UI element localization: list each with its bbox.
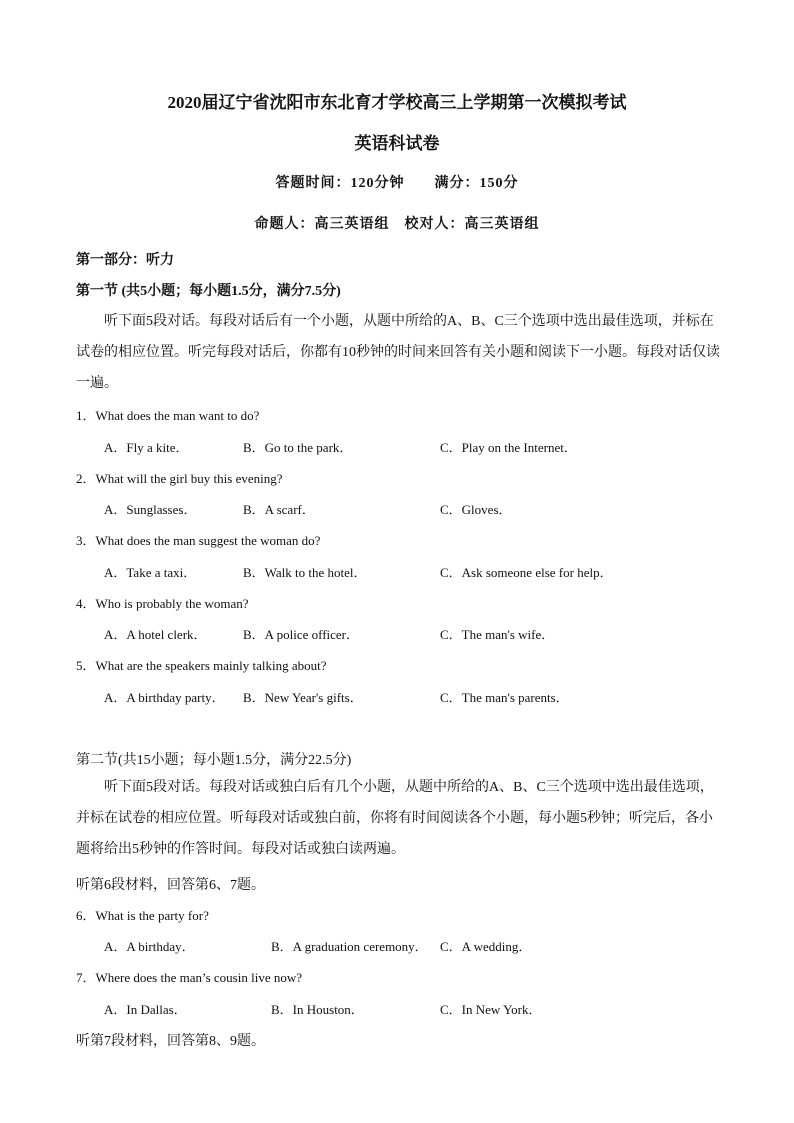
q1-option-c: C．Play on the Internet． [440,440,577,455]
q3-option-c: C．Ask someone else for help． [440,565,613,580]
q6-option-a: A．A birthday． [104,939,195,954]
q1-option-a: A．Fly a kite． [104,440,189,455]
question-5: 5．What are the speakers mainly talking about? [76,658,327,673]
q7-option-c: C．In New York． [440,1002,542,1017]
question-3: 3．What does the man suggest the woman do? [76,533,321,548]
material-6-heading: 听第6段材料，回答第6、7题。 [76,878,265,893]
q2-option-c: C．Gloves． [440,502,512,517]
section2-instructions: 听下面5段对话。每段对话或独白后有几个小题，从题中所给的A、B、C三个选项中选出最佳选项，并标在试卷的相应位置。听每段对话或独白前，你将有时间阅读各个小题，每小题5秒钟；听完后，各小题将给出5秒钟的作答时间。每段对话或独白读两遍。 [76,780,714,857]
q3-option-b: B．Walk to the hotel． [243,565,367,580]
section2-heading: 第二节(共15小题；每小题1.5分，满分22.5分) [76,753,352,768]
q2-option-b: B．A scarf． [243,502,315,517]
q5-option-a: A．A birthday party． [104,690,225,705]
material-7-heading: 听第7段材料，回答第8、9题。 [76,1034,265,1049]
q6-option-c: C．A wedding． [440,939,532,954]
q4-option-c: C．The man's wife． [440,627,555,642]
exam-title: 2020届辽宁省沈阳市东北育才学校高三上学期第一次模拟考试 [167,93,627,112]
question-7: 7．Where does the man’s cousin live now? [76,970,302,985]
q2-option-a: A．Sunglasses． [104,502,197,517]
q7-option-b: B．In Houston． [271,1002,364,1017]
section1-instructions: 听下面5段对话。每段对话后有一个小题，从题中所给的A、B、C三个选项中选出最佳选项，并标在试卷的相应位置。听完每段对话后，你都有10秒钟的时间来回答有关小题和阅读下一小题。每段对话仅读一遍。 [76,314,720,391]
q4-option-b: B．A police officer． [243,627,360,642]
q7-option-a: A．In Dallas． [104,1002,187,1017]
time-and-score: 答题时间：120分钟 满分：150分 [275,176,519,191]
q6-option-b: B．A graduation ceremony． [271,939,428,954]
q5-option-b: B．New Year's gifts． [243,690,363,705]
q5-option-c: C．The man's parents． [440,690,569,705]
question-4: 4．Who is probably the woman? [76,596,249,611]
question-1: 1．What does the man want to do? [76,408,260,423]
q3-option-a: A．Take a taxi． [104,565,197,580]
part1-heading: 第一部分：听力 [76,253,174,268]
author-info: 命题人：高三英语组 校对人：高三英语组 [254,217,540,232]
question-6: 6．What is the party for? [76,908,209,923]
section1-heading: 第一节 (共5小题；每小题1.5分，满分7.5分) [76,284,341,299]
question-2: 2．What will the girl buy this evening? [76,471,283,486]
q4-option-a: A．A hotel clerk． [104,627,207,642]
q1-option-b: B．Go to the park． [243,440,353,455]
exam-subtitle: 英语科试卷 [354,134,440,153]
